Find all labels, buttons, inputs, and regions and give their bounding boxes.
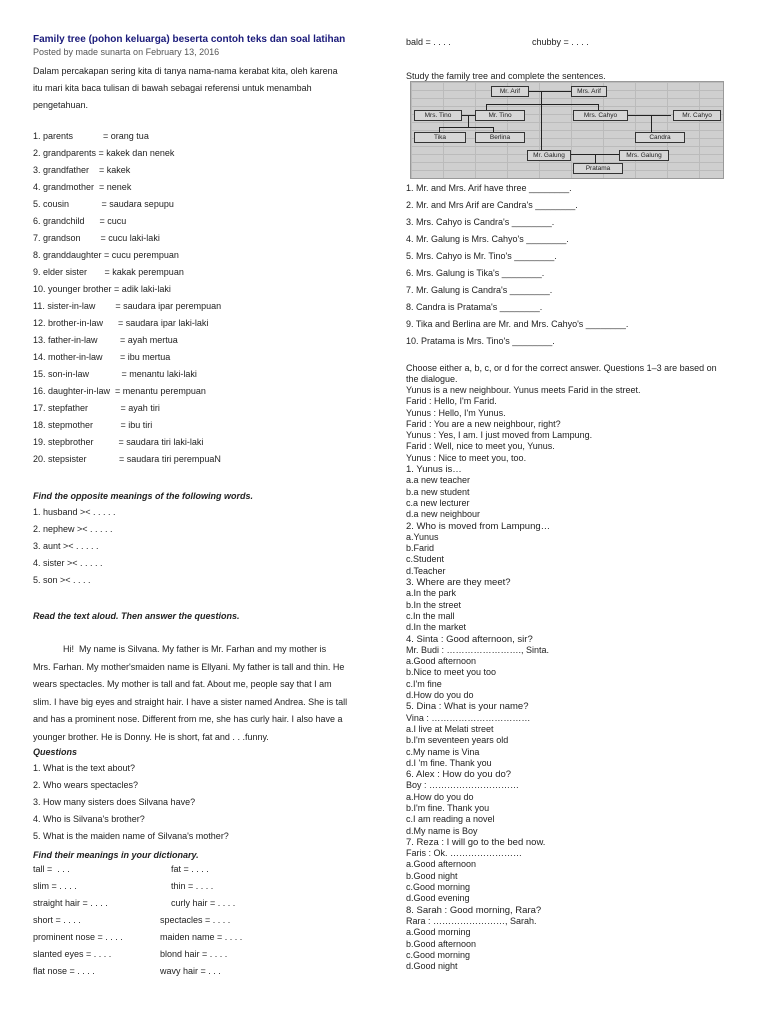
sentence-item: 1. Mr. and Mrs. Arif have three ________. [406, 183, 572, 193]
story-line: Hi! My name is Silvana. My father is Mr. Farhan and my mother is [33, 644, 327, 654]
dialogue-quiz [406, 385, 640, 972]
family-tree-diagram [410, 81, 724, 179]
meanings-heading: Find their meanings in your dictionary. [33, 850, 199, 860]
vocab-item: 12. brother-in-law = saudara ipar laki-laki [33, 318, 209, 328]
dialogue-line: Rara : ……………………, Sarah. [406, 915, 537, 926]
meaning-item: thin = . . . . [171, 881, 214, 891]
intro-line: itu mari kita baca tulisan di bawah sebagai referensi untuk menambah [33, 83, 312, 93]
opposite-item: 2. nephew >< . . . . . [33, 524, 113, 534]
meaning-item: slanted eyes = . . . . [33, 949, 112, 959]
dialogue-line: b.Nice to meet you too [406, 667, 497, 678]
opposite-item: 4. sister >< . . . . . [33, 558, 103, 568]
intro-line: pengetahuan. [33, 100, 89, 110]
questions-list [33, 760, 229, 845]
dialogue-line: b.a new student [406, 486, 470, 497]
questions-heading: Questions [33, 747, 78, 757]
opposite-list [33, 504, 116, 589]
tree-node: Mrs. Galung [619, 150, 669, 161]
dialogue-line: Boy : ………………………… [406, 780, 520, 791]
meaning-item: curly hair = . . . . [171, 898, 236, 908]
read-heading: Read the text aloud. Then answer the questions. [33, 611, 240, 621]
dialogue-line: b.Good night [406, 870, 458, 881]
dialogue-line: Vina : …………………………… [406, 712, 531, 723]
tree-node: Mr. Cahyo [673, 110, 721, 121]
vocab-item: 2. grandparents = kakek dan nenek [33, 148, 175, 158]
sentence-item: 4. Mr. Galung is Mrs. Cahyo's ________. [406, 234, 569, 244]
study-instruction: Study the family tree and complete the sentences. [406, 71, 606, 81]
vocab-item: 3. grandfather = kakek [33, 165, 131, 175]
question-item: 3. How many sisters does Silvana have? [33, 797, 196, 807]
doc-title: Family tree (pohon keluarga) beserta contoh teks dan soal latihan [33, 34, 346, 45]
chubby-item: chubby = . . . . [532, 37, 589, 47]
vocab-item: 1. parents = orang tua [33, 131, 149, 141]
vocab-item: 19. stepbrother = saudara tiri laki-laki [33, 437, 204, 447]
question-item: 1. What is the text about? [33, 763, 136, 773]
dialogue-line: c.In the mall [406, 610, 455, 621]
choose-instruction [406, 363, 717, 385]
vocab-item: 20. stepsister = saudara tiri perempuaN [33, 454, 221, 464]
dialogue-line: Yunus : Yes, I am. I just moved from Lampung. [406, 430, 593, 441]
dialogue-line: Mr. Budi : ……………………., Sinta. [406, 644, 550, 655]
bald-item: bald = . . . . [406, 37, 451, 47]
dialogue-line: a.Good afternoon [406, 656, 477, 667]
dialogue-line: b.I'm fine. Thank you [406, 802, 490, 813]
dialogue-line: d.Good evening [406, 893, 470, 904]
story-paragraph [33, 641, 347, 747]
dialogue-line: c.Good morning [406, 882, 471, 893]
meaning-item: spectacles = . . . . [160, 915, 231, 925]
opposite-item: 5. son >< . . . . [33, 575, 91, 585]
vocab-list [33, 128, 221, 468]
meaning-item: prominent nose = . . . . [33, 932, 123, 942]
sentence-item: 10. Pratama is Mrs. Tino's ________. [406, 336, 555, 346]
story-line: and has a prominent nose. Different from me, she has curly hair. I also have a [33, 714, 343, 725]
meaning-item: tall = . . . [33, 864, 70, 874]
tree-node: Berlina [475, 132, 525, 143]
dialogue-line: Yunus : Hello, I'm Yunus. [406, 407, 506, 418]
dialogue-line: c.I'm fine [406, 678, 442, 689]
dialogue-line: 1. Yunus is… [406, 464, 462, 476]
vocab-item: 8. granddaughter = cucu perempuan [33, 250, 179, 260]
opposite-item: 3. aunt >< . . . . . [33, 541, 99, 551]
sentence-item: 6. Mrs. Galung is Tika's ________. [406, 268, 545, 278]
meaning-item: short = . . . . [33, 915, 81, 925]
dialogue-line: c.Good morning [406, 949, 471, 960]
dialogue-line: 2. Who is moved from Lampung… [406, 520, 551, 532]
meaning-item: blond hair = . . . . [160, 949, 228, 959]
intro-line: Dalam percakapan sering kita di tanya nama-nama kerabat kita, oleh karena [33, 66, 338, 76]
vocab-item: 15. son-in-law = menantu laki-laki [33, 369, 197, 379]
dialogue-line: d.My name is Boy [406, 825, 478, 836]
dialogue-line: c.I am reading a novel [406, 814, 495, 825]
question-item: 4. Who is Silvana's brother? [33, 814, 145, 824]
dialogue-line: a.In the park [406, 588, 457, 599]
vocab-item: 17. stepfather = ayah tiri [33, 403, 160, 413]
meaning-item: fat = . . . . [171, 864, 209, 874]
tree-node: Mrs. Cahyo [573, 110, 628, 121]
dialogue-line: Yunus is a new neighbour. Yunus meets Farid in the street. [406, 385, 641, 395]
story-line: wears spectacles. My mother is tall and fat. About me, people say that I am [33, 679, 332, 690]
dialogue-line: d.Teacher [406, 565, 446, 576]
dialogue-line: 4. Sinta : Good afternoon, sir? [406, 633, 533, 645]
dialogue-line: a.Good afternoon [406, 859, 477, 870]
meaning-item: wavy hair = . . . [160, 966, 221, 976]
dialogue-line: 6. Alex : How do you do? [406, 769, 512, 781]
question-item: 2. Who wears spectacles? [33, 780, 139, 790]
dialogue-line: d.I 'm fine. Thank you [406, 757, 492, 768]
tree-node: Mr. Tino [475, 110, 525, 121]
vocab-item: 18. stepmother = ibu tiri [33, 420, 153, 430]
sentence-item: 3. Mrs. Cahyo is Candra's ________. [406, 217, 555, 227]
dialogue-line: b.I'm seventeen years old [406, 735, 509, 746]
dialogue-line: 8. Sarah : Good morning, Rara? [406, 904, 542, 916]
question-item: 5. What is the maiden name of Silvana's mother? [33, 831, 229, 841]
instruction-line: the dialogue. [406, 374, 458, 384]
dialogue-line: d.a new neighbour [406, 509, 481, 520]
dialogue-line: d.How do you do [406, 690, 474, 701]
meanings-table [33, 864, 363, 984]
meaning-item: flat nose = . . . . [33, 966, 95, 976]
instruction-line: Choose either a, b, c, or d for the correct answer. Questions 1–3 are based on [406, 363, 717, 373]
dialogue-line: b.Good afternoon [406, 938, 477, 949]
dialogue-line: Yunus : Nice to meet you, too. [406, 452, 527, 463]
vocab-item: 9. elder sister = kakak perempuan [33, 267, 184, 277]
vocab-item: 14. mother-in-law = ibu mertua [33, 352, 171, 362]
tree-node: Mr. Arif [491, 86, 529, 97]
dialogue-line: a.How do you do [406, 791, 474, 802]
tree-node: Candra [635, 132, 685, 143]
dialogue-line: 3. Where are they meet? [406, 577, 511, 589]
dialogue-line: a.Good morning [406, 927, 471, 938]
vocab-item: 10. younger brother = adik laki-laki [33, 284, 171, 294]
sentence-item: 8. Candra is Pratama's ________. [406, 302, 543, 312]
sentences-list [406, 180, 628, 350]
dialogue-line: Farid : Well, nice to meet you, Yunus. [406, 441, 555, 452]
story-line: slim. I have big eyes and straight hair. I have a sister named Andrea. She is tall [33, 696, 348, 707]
dialogue-line: 7. Reza : I will go to the bed now. [406, 836, 546, 848]
dialogue-line: 5. Dina : What is your name? [406, 701, 529, 713]
dialogue-line: c.My name is Vina [406, 746, 480, 757]
tree-node: Tika [414, 132, 466, 143]
vocab-item: 11. sister-in-law = saudara ipar perempuan [33, 301, 222, 311]
vocab-item: 5. cousin = saudara sepupu [33, 199, 174, 209]
vocab-item: 7. grandson = cucu laki-laki [33, 233, 160, 243]
vocab-item: 4. grandmother = nenek [33, 182, 132, 192]
story-line: younger brother. He is Donny. He is short, fat and . . .funny. [33, 731, 269, 742]
dialogue-line: d.Good night [406, 961, 458, 972]
sentence-item: 5. Mrs. Cahyo is Mr. Tino's ________. [406, 251, 557, 261]
dialogue-line: Farid : Hello, I'm Farid. [406, 396, 497, 407]
dialogue-line: a.a new teacher [406, 475, 471, 486]
posted-by: Posted by made sunarta on February 13, 2016 [33, 47, 220, 57]
dialogue-line: c.a new lecturer [406, 497, 470, 508]
sentence-item: 9. Tika and Berlina are Mr. and Mrs. Cahyo's ________. [406, 319, 629, 329]
meaning-item: slim = . . . . [33, 881, 77, 891]
dialogue-line: a.I live at Melati street [406, 723, 494, 734]
dialogue-line: c.Student [406, 554, 445, 565]
meaning-item: straight hair = . . . . [33, 898, 108, 908]
tree-node: Mrs. Tino [414, 110, 462, 121]
sentence-item: 7. Mr. Galung is Candra's ________. [406, 285, 553, 295]
opposite-heading: Find the opposite meanings of the following words. [33, 491, 253, 501]
dialogue-line: a.Yunus [406, 531, 439, 542]
opposite-item: 1. husband >< . . . . . [33, 507, 116, 517]
vocab-item: 13. father-in-law = ayah mertua [33, 335, 178, 345]
meaning-item: maiden name = . . . . [160, 932, 243, 942]
intro-paragraph [33, 63, 338, 114]
tree-node: Mrs. Arif [571, 86, 607, 97]
story-line: Mrs. Farhan. My mother'smaiden name is Ellyani. My father is tall and thin. He [33, 661, 345, 672]
dialogue-line: Farid : You are a new neighbour, right? [406, 418, 561, 429]
dialogue-line: d.In the market [406, 622, 467, 633]
vocab-item: 16. daughter-in-law = menantu perempuan [33, 386, 206, 396]
tree-node: Pratama [573, 163, 623, 174]
sentence-item: 2. Mr. and Mrs Arif are Candra's ________. [406, 200, 578, 210]
dialogue-line: b.Farid [406, 543, 435, 554]
vocab-item: 6. grandchild = cucu [33, 216, 127, 226]
dialogue-line: Faris : Ok. …………………… [406, 848, 523, 859]
tree-node: Mr. Galung [527, 150, 571, 161]
dialogue-line: b.In the street [406, 599, 462, 610]
